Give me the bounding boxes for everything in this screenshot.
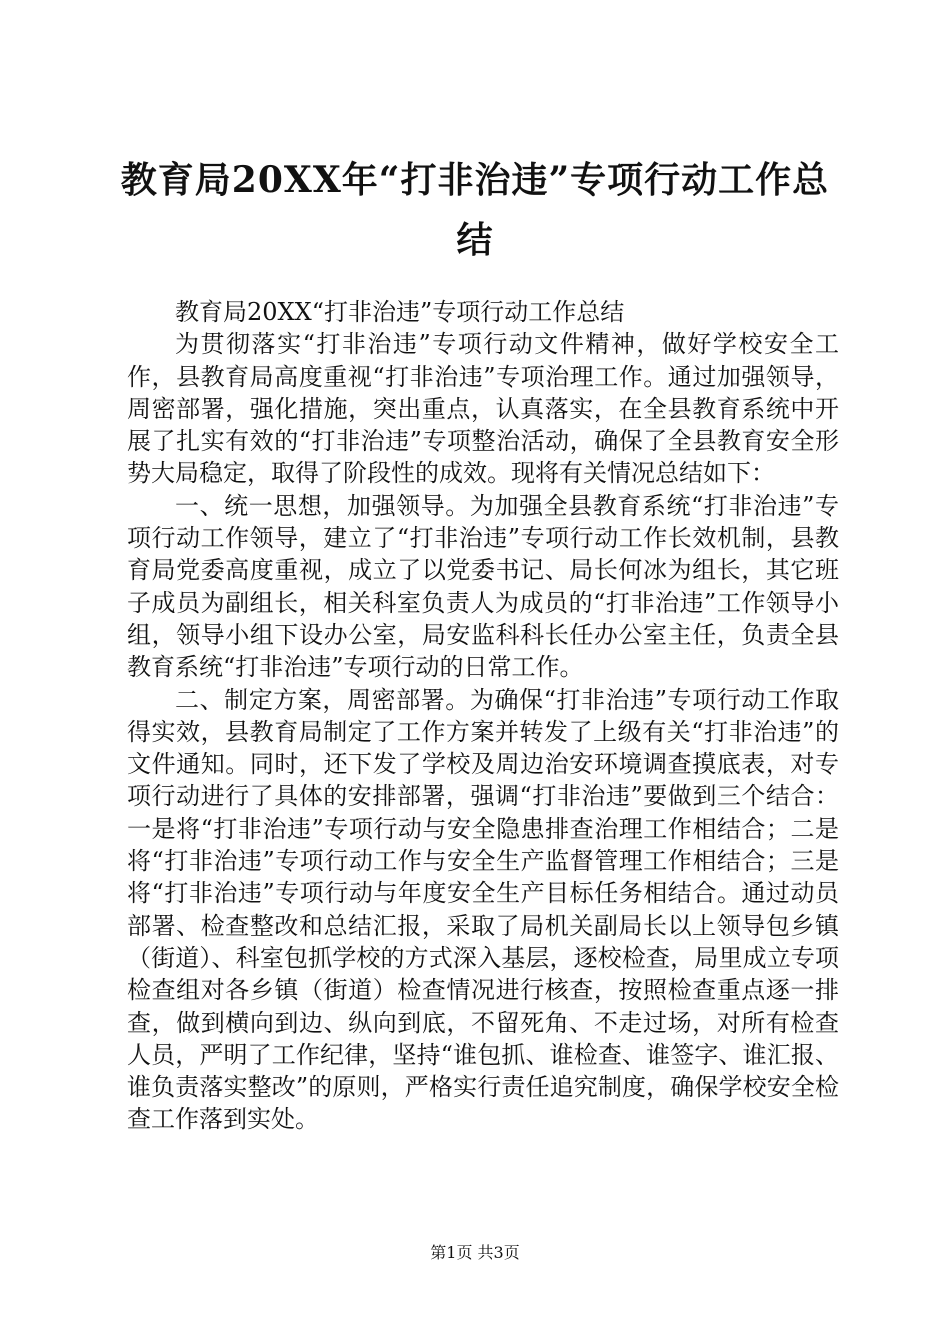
body-paragraph-section-2: 二、制定方案，周密部署。为确保“打非治违”专项行动工作取得实效，县教育局制定了工作方案并转发了上级有关“打非治违”的文件通知。同时，还下发了学校及周边治安环境调查摸底表，对专项行动进行了具体的安排部署，强调“打非治违”要做到三个结合：一是将“打非治违”专项行动与安全隐患排查治理工作相结合；二是将“打非治违”专项行动工作与安全生产监督管理工作相结合；三是将“打非治违”专项行动与年度安全生产目标任务相结合。通过动员部署、检查整改和总结汇报，采取了局机关副局长以上领导包乡镇（街道）、科室包抓学校的方式深入基层，逐校检查，局里成立专项检查组对各乡镇（街道）检查情况进行核查，按照检查重点逐一排查，做到横向到边、纵向到底，不留死角、不走过场，对所有检查人员，严明了工作纪律，坚持“谁包抓、谁检查、谁签字、谁汇报、谁负责落实整改”的原则，严格实行责任追究制度，确保学校安全检查工作落到实处。 xyxy=(127,685,839,1134)
body-paragraph-section-1: 一、统一思想，加强领导。为加强全县教育系统“打非治违”专项行动工作领导，建立了“打非治违”专项行动工作长效机制，县教育局党委高度重视，成立了以党委书记、局长何冰为组长，其它班子成员为副组长，相关科室负责人为成员的“打非治违”工作领导小组，领导小组下设办公室，局安监科科长任办公室主任，负责全县教育系统“打非治违”专项行动的日常工作。 xyxy=(127,491,839,682)
document-title: 教育局20XX年“打非治违”专项行动工作总结 xyxy=(120,159,830,261)
body-paragraph-heading: 教育局20XX“打非治违”专项行动工作总结 xyxy=(175,298,625,326)
page-footer: 第1页 共3页 xyxy=(430,1243,520,1262)
document-body xyxy=(127,296,839,1136)
body-paragraph-intro: 为贯彻落实“打非治违”专项行动文件精神，做好学校安全工作，县教育局高度重视“打非治违”专项治理工作。通过加强领导，周密部署，强化措施，突出重点，认真落实，在全县教育系统中开展了扎实有效的“打非治违”专项整治活动，确保了全县教育安全形势大局稳定，取得了阶段性的成效。现将有关情况总结如下： xyxy=(127,330,839,488)
